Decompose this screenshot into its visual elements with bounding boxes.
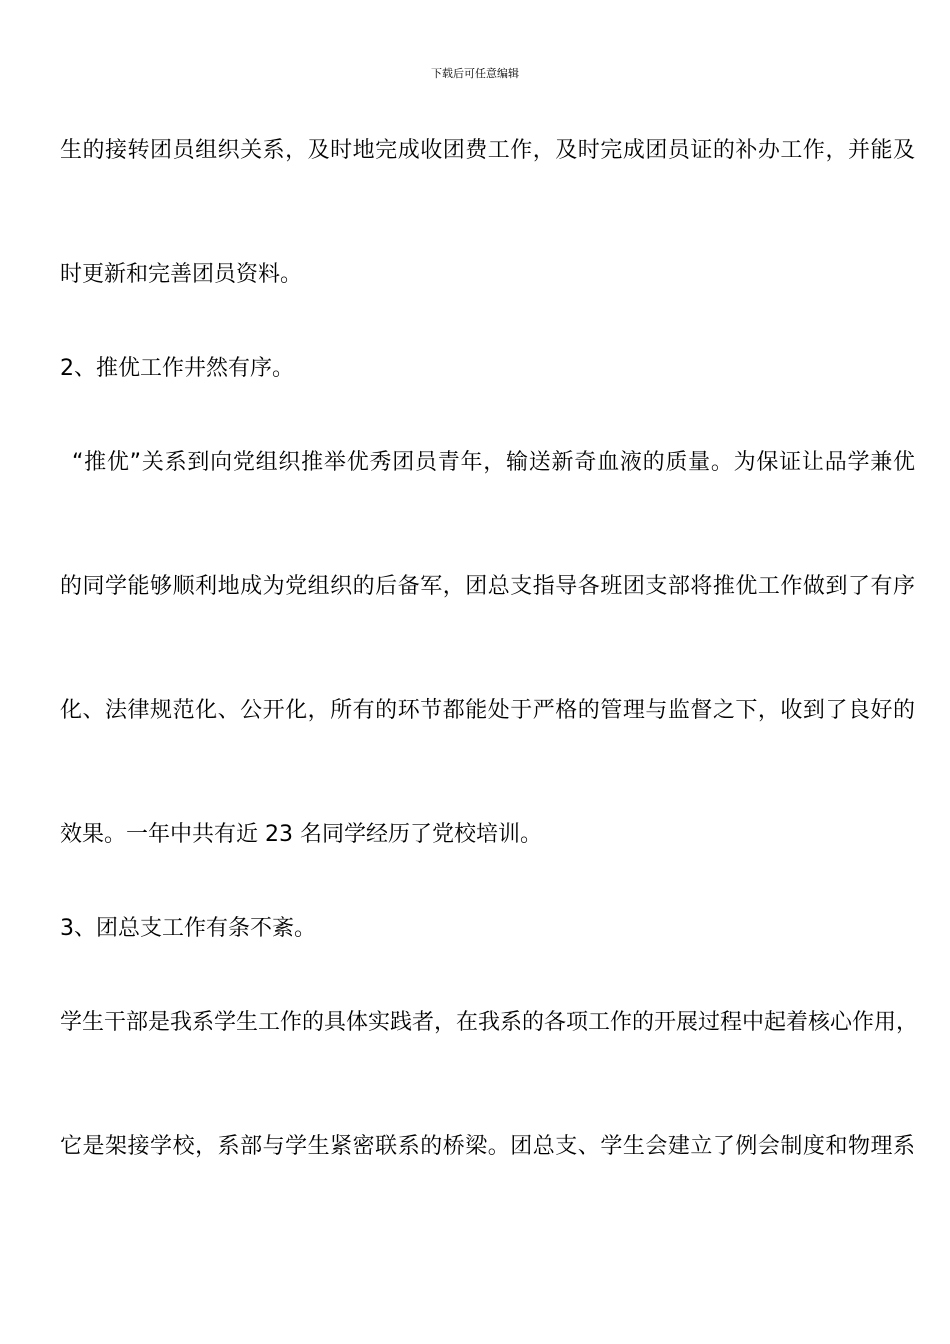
paragraph-line: 生的接转团员组织关系，及时地完成收团费工作，及时完成团员证的补办工作，并能及 bbox=[60, 138, 915, 163]
paragraph-line: 效果。一年中共有近 23 名同学经历了党校培训。 bbox=[60, 822, 542, 847]
paragraph-line: 时更新和完善团员资料。 bbox=[60, 262, 303, 287]
section-heading: 3、团总支工作有条不紊。 bbox=[60, 916, 316, 941]
paragraph-line: 它是架接学校，系部与学生紧密联系的桥梁。团总支、学生会建立了例会制度和物理系 bbox=[60, 1134, 915, 1159]
paragraph-line: 学生干部是我系学生工作的具体实践者，在我系的各项工作的开展过程中起着核心作用， bbox=[60, 1010, 919, 1035]
paragraph-line: “推优”关系到向党组织推举优秀团员青年，输送新奇血液的质量。为保证让品学兼优 bbox=[72, 450, 915, 475]
page-header-note: 下载后可任意编辑 bbox=[431, 67, 519, 80]
paragraph-line: 的同学能够顺利地成为党组织的后备军，团总支指导各班团支部将推优工作做到了有序 bbox=[60, 574, 915, 599]
section-heading: 2、推优工作井然有序。 bbox=[60, 356, 294, 381]
paragraph-line: 化、法律规范化、公开化，所有的环节都能处于严格的管理与监督之下，收到了良好的 bbox=[60, 698, 915, 723]
